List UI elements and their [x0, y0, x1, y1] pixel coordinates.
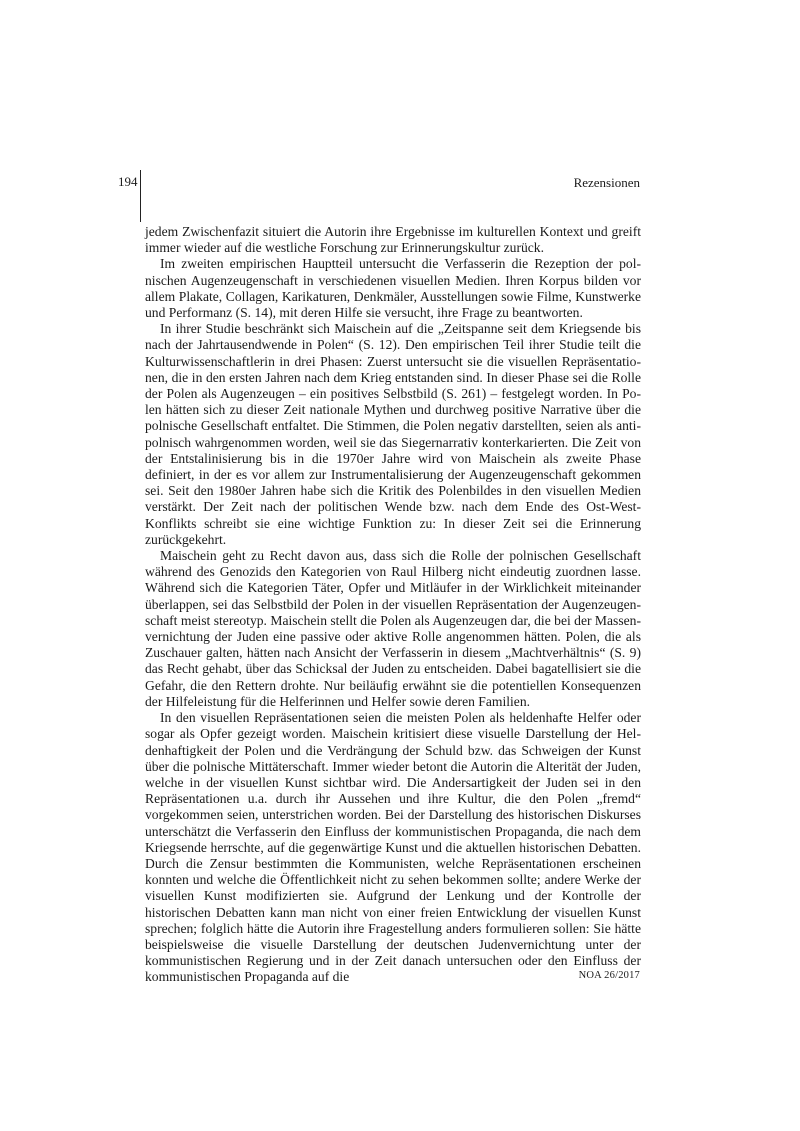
paragraph-3: In ihrer Studie beschränkt sich Maischein auf die „Zeitspanne seit dem Kriegsende bis nach der Jahrtausendwende in Polen“ (S. 12). Den empirischen Teil ihrer Studie teilt die Kulturwissenschaftlerin in drei Phasen: Zuerst untersucht sie die visuellen Repräsentationen, die in den ersten Jahren nach dem Krieg entstanden sind. In dieser Phase sei die Rolle der Polen als Augenzeugen – ein positives Selbstbild (S. 261) – festgelegt worden. In Polen hätten sich zu dieser Zeit nationale Mythen und durchweg positive Narrative über die polnische Gesellschaft entfaltet. Die Stimmen, die Polen negativ darstellten, seien als antipolnisch wahrgenommen worden, weil sie das Siegernarrativ konterkarierten. Die Zeit von der Entstalinisierung bis in die 1970er Jahre wird von Maischein als zweite Phase definiert, in der es vor allem zur Instrumentalisierung der Augenzeugenschaft gekommen sei. Seit den 1980er Jahren habe sich die Kritik des Polenbildes in den visuellen Medien verstärkt. Der Zeit nach der politischen Wende bzw. nach dem Ende des Ost-West-Konflikts schreibt sie eine wichtige Funktion zu: In dieser Zeit sei die Erinnerung zurückgekehrt. — [145, 321, 641, 547]
journal-footer: NOA 26/2017 — [578, 970, 640, 981]
paragraph-5: In den visuellen Repräsentationen seien die meisten Polen als heldenhafte Helfer oder sogar als Opfer gezeigt worden. Maischein kritisiert diese visuelle Darstellung der Heldenhaftigkeit der Polen und die Verdrängung der Schuld bzw. das Schweigen der Kunst über die polnische Mittäterschaft. Immer wieder betont die Autorin die Alterität der Juden, welche in der visuellen Kunst sichtbar wird. Die Andersartigkeit der Juden sei in den Repräsentationen u.a. durch ihr Aussehen und ihre Kultur, die den Polen „fremd“ vorgekommen seien, unterstrichen worden. Bei der Darstellung des historischen Diskurses unterschätzt die Verfasserin den Einfluss der kommunistischen Propaganda, die nach dem Kriegsende herrschte, auf die gegenwärtige Kunst und die aktuellen historischen Debatten. Durch die Zensur bestimmten die Kommunisten, welche Repräsentationen erscheinen konnten und welche die Öffentlichkeit nicht zu sehen bekommen sollte; andere Werke der visuellen Kunst modifizierten sie. Aufgrund der Lenkung und der Kontrolle der historischen Debatten kann man nicht von einer freien Entwicklung der visuellen Kunst sprechen; folglich hätte die Autorin ihre Fragestellung anders formulieren sollen: Sie hätte beispielsweise die visuelle Darstellung der deutschen Judenvernichtung unter der kommunistischen Regierung und in der Zeit danach untersuchen oder den Einfluss der kommunistischen Propaganda auf die — [145, 710, 641, 985]
paragraph-1: jedem Zwischenfazit situiert die Autorin ihre Ergebnisse im kulturellen Kontext und greift immer wieder auf die westliche Forschung zur Erinnerungskultur zurück. — [145, 224, 641, 256]
running-head: Rezensionen — [573, 175, 640, 190]
article-body — [145, 224, 641, 986]
margin-rule — [140, 170, 141, 222]
paragraph-4: Maischein geht zu Recht davon aus, dass sich die Rolle der polnischen Gesellschaft während des Genozids den Kategorien von Raul Hilberg nicht eindeutig zuordnen lasse. Während sich die Kategorien Täter, Opfer und Mitläufer in der Wirklichkeit miteinander überlappen, sei das Selbstbild der Polen in der visuellen Repräsentation der Augenzeugenschaft meist stereotyp. Maischein stellt die Polen als Augenzeugen dar, die bei der Massenvernichtung der Juden eine passive oder aktive Rolle angenommen hätten. Polen, die als Zuschauer galten, hätten nach Ansicht der Verfasserin in diesem „Machtverhältnis“ (S. 9) das Recht gehabt, über das Schicksal der Juden zu entscheiden. Dabei bagatellisiert sie die Gefahr, die den Rettern drohte. Nur beiläufig erwähnt sie die potentiellen Konsequenzen der Hilfeleistung für die Helferinnen und Helfer sowie deren Familien. — [145, 548, 641, 709]
page-number: 194 — [118, 174, 138, 189]
paragraph-2: Im zweiten empirischen Hauptteil untersucht die Verfasserin die Rezeption der polnischen Augenzeugenschaft in verschiedenen visuellen Medien. Ihren Korpus bilden vor allem Plakate, Collagen, Karikaturen, Denkmäler, Ausstellungen sowie Filme, Kunstwerke und Performanz (S. 14), mit deren Hilfe sie versucht, ihre Frage zu beantworten. — [145, 256, 641, 321]
